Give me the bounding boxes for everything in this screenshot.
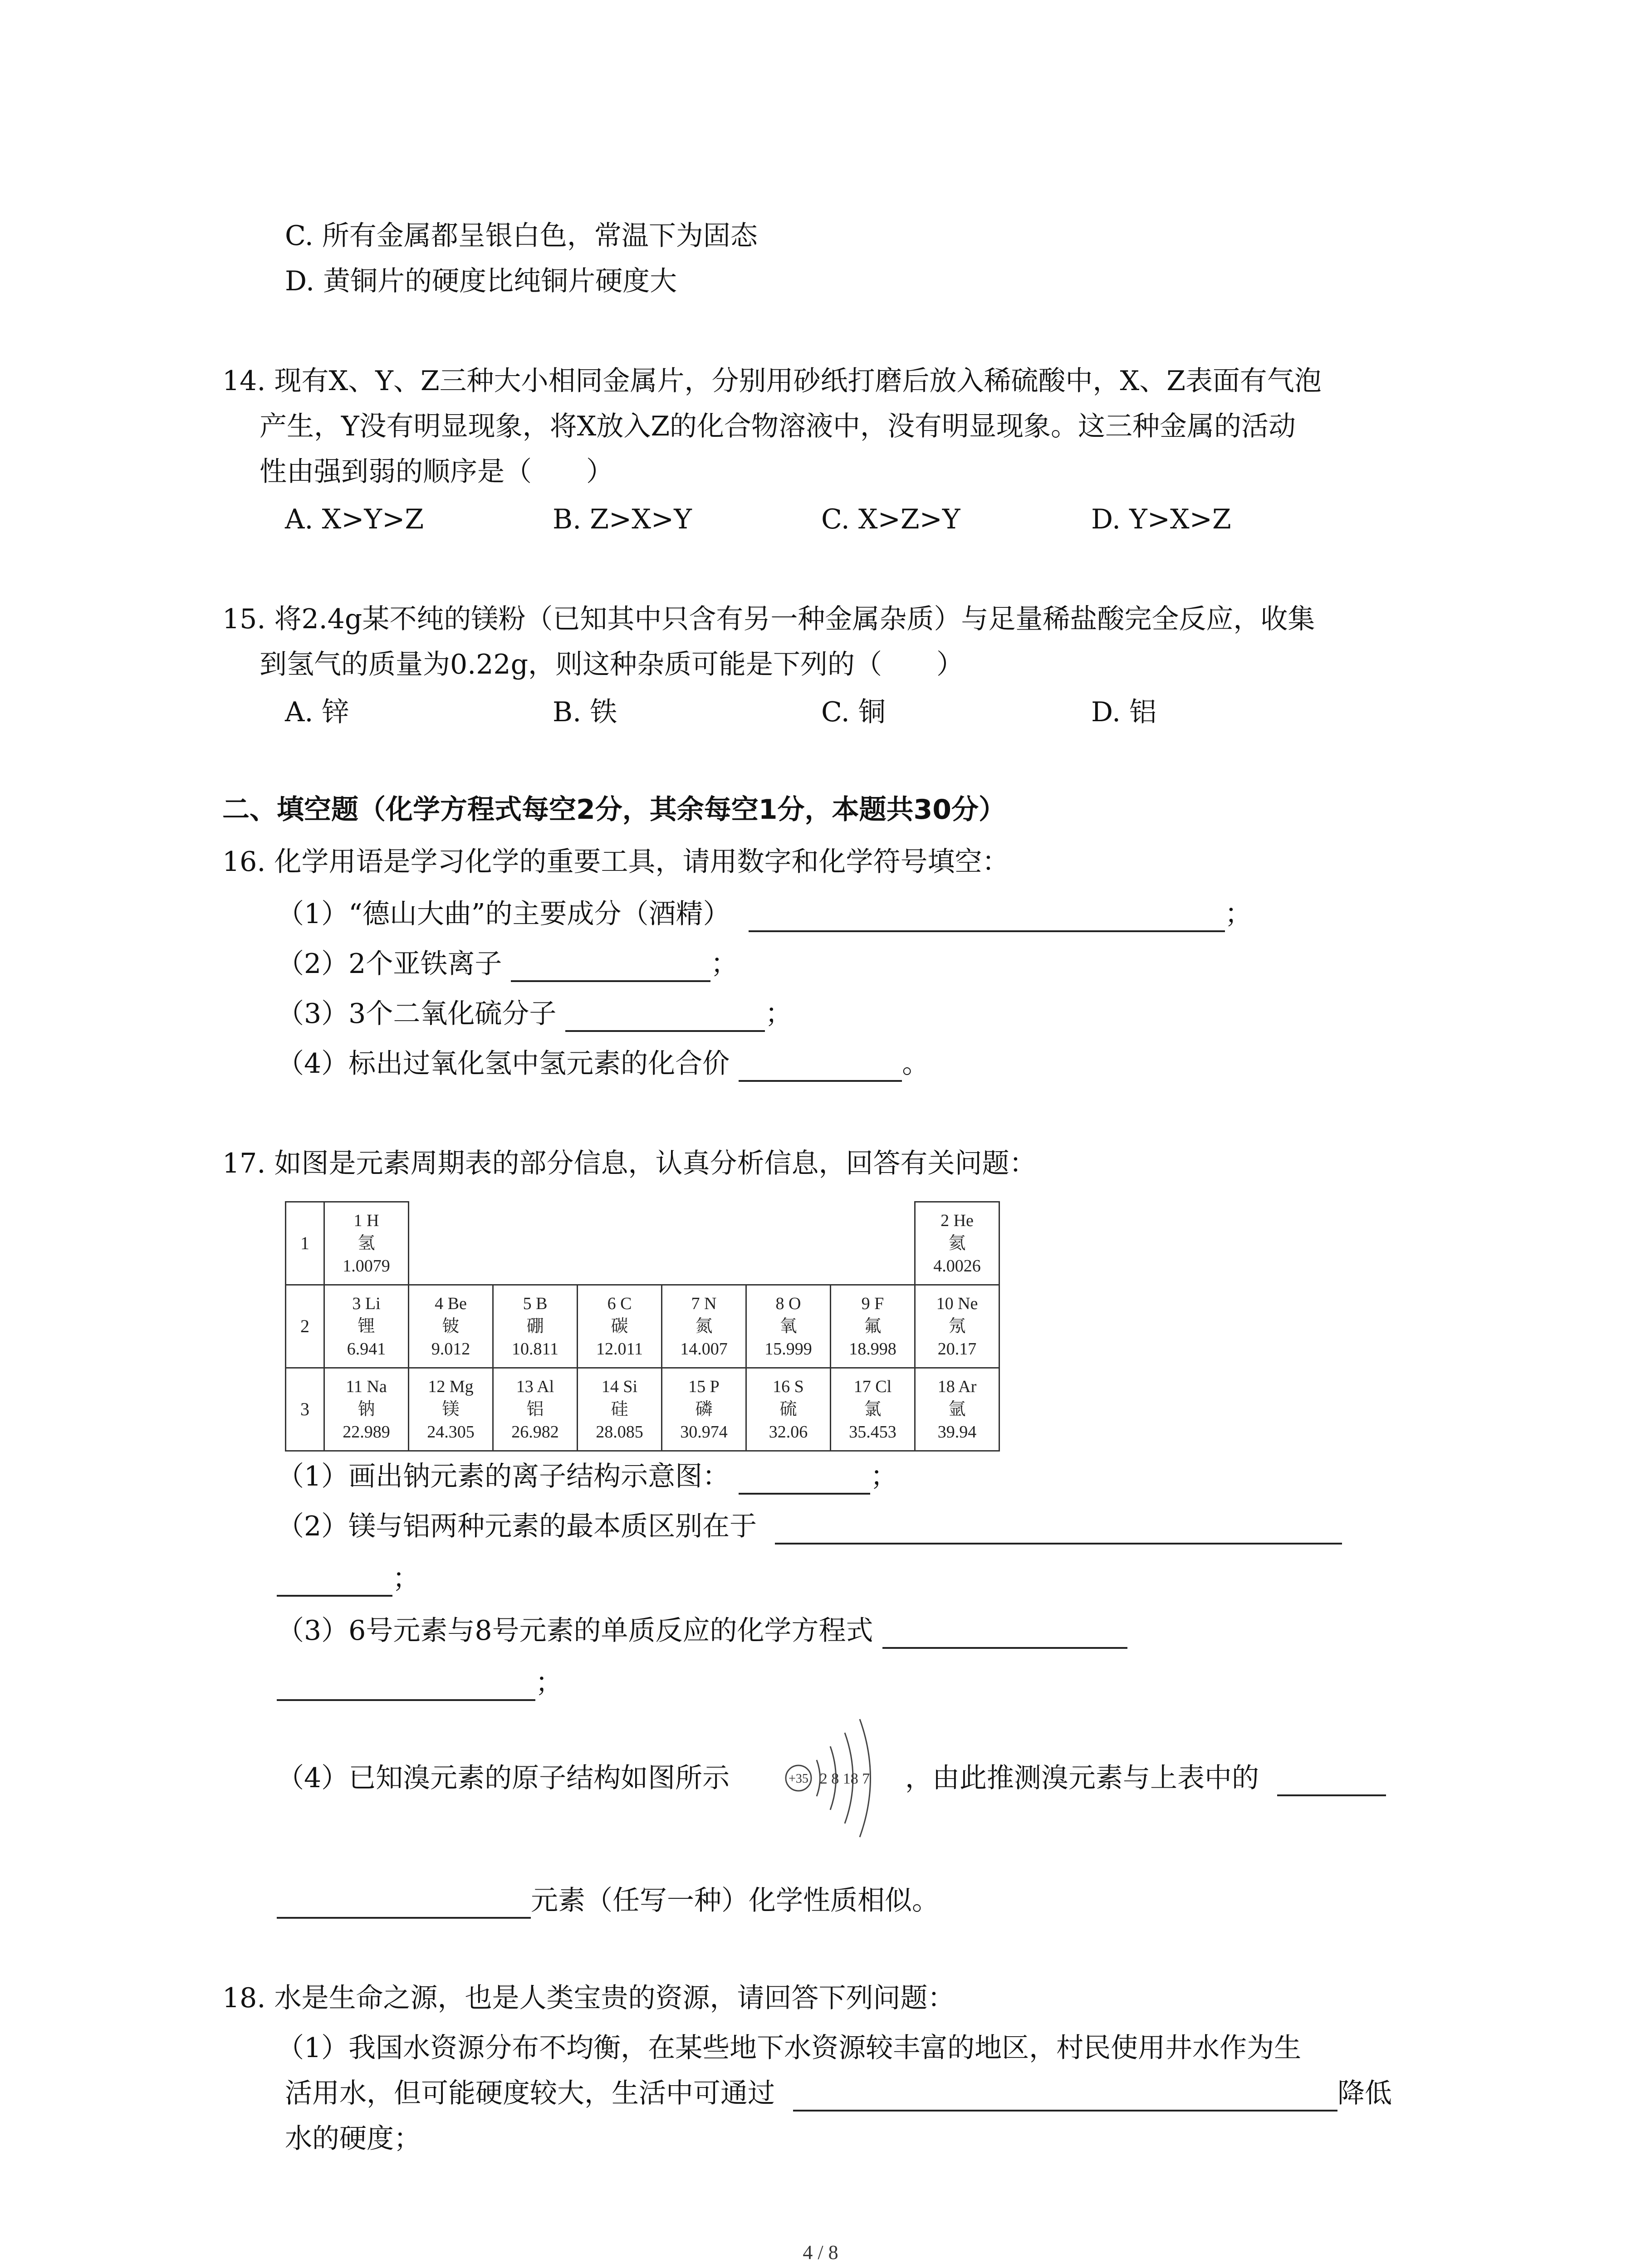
q17-answer-blank-3b[interactable] [277, 1667, 535, 1701]
element-cell: 8 O 氧 15.999 [746, 1285, 831, 1368]
element-cell-h: 1 H 氢 1.0079 [324, 1202, 409, 1285]
q14-option-c: C. X>Z>Y [821, 503, 960, 535]
q18-sub1-line3: 水的硬度； [285, 2123, 421, 2155]
q15-option-a: A. 锌 [285, 696, 349, 728]
q17-sub1: （1）画出钠元素的离子结构示意图： ； [277, 1458, 897, 1495]
q16-sub2: （2）2个亚铁离子 ； [277, 946, 738, 982]
period-number: 1 [286, 1202, 324, 1285]
q15-stem-line1: 15. 将2.4g某不纯的镁粉（已知其中只含有另一种金属杂质）与足量稀盐酸完全反应，收集 [222, 603, 1315, 635]
bromine-nucleus-label: +35 [789, 1772, 808, 1786]
element-cell: 16 S 硫 32.06 [746, 1368, 831, 1451]
q14-stem-line1: 14. 现有X、Y、Z三种大小相同金属片，分别用砂纸打磨后放入稀硫酸中，X、Z表面有气泡 [222, 365, 1322, 397]
q18-answer-blank-1[interactable] [793, 2078, 1337, 2112]
q14-option-d: D. Y>X>Z [1091, 503, 1231, 535]
element-cell: 3 Li 锂 6.941 [324, 1285, 409, 1368]
q16-answer-blank-1[interactable] [749, 899, 1225, 932]
element-cell: 17 Cl 氯 35.453 [831, 1368, 915, 1451]
q16-sub1: （1）“德山大曲”的主要成分（酒精） ； [277, 896, 1252, 932]
period-2-row [286, 1285, 999, 1368]
q14-option-a: A. X>Y>Z [285, 503, 424, 535]
q17-answer-blank-2a[interactable] [775, 1511, 1342, 1545]
element-cell: 12 Mg 镁 24.305 [409, 1368, 493, 1451]
q16-answer-blank-2[interactable] [511, 948, 710, 982]
period-3-row [286, 1368, 999, 1451]
element-cell: 13 Al 铝 26.982 [493, 1368, 578, 1451]
element-cell-he: 2 He 氦 4.0026 [915, 1202, 999, 1285]
q17-sub2: （2）镁与铝两种元素的最本质区别在于 [277, 1508, 1342, 1545]
q14-option-b: B. Z>X>Y [553, 503, 692, 535]
q14-stem-line2: 产生，Y没有明显现象，将X放入Z的化合物溶液中，没有明显现象。这三种金属的活动 [260, 411, 1296, 442]
period-number: 3 [286, 1368, 324, 1451]
q13-option-d: D. 黄铜片的硬度比纯铜片硬度大 [285, 265, 677, 297]
q17-answer-blank-3a[interactable] [882, 1615, 1127, 1649]
element-cell: 18 Ar 氩 39.94 [915, 1368, 999, 1451]
q16-stem: 16. 化学用语是学习化学的重要工具，请用数字和化学符号填空： [222, 846, 1009, 878]
periodic-table [285, 1201, 1000, 1452]
q18-sub1-line2: 活用水，但可能硬度较大，生活中可通过 降低 [285, 2075, 1392, 2112]
q17-sub4-cont: 元素（任写一种）化学性质相似。 [277, 1882, 939, 1919]
bromine-shell-electrons: 2 8 18 7 [819, 1770, 870, 1787]
table-empty-span [409, 1202, 915, 1285]
element-cell: 7 N 氮 14.007 [662, 1285, 746, 1368]
q16-answer-blank-4[interactable] [739, 1048, 902, 1082]
q15-stem-line2: 到氢气的质量为0.22g，则这种杂质可能是下列的（ ） [260, 649, 964, 680]
q16-sub4: （4）标出过氧化氢中氢元素的化合价 。 [277, 1046, 929, 1082]
q17-sub4-text-b: ，由此推测溴元素与上表中的 [905, 1760, 1386, 1796]
q15-option-d: D. 铝 [1091, 696, 1157, 728]
period-number: 2 [286, 1285, 324, 1368]
element-cell: 14 Si 硅 28.085 [578, 1368, 662, 1451]
q14-stem-line3: 性由强到弱的顺序是（ ） [260, 456, 613, 488]
q15-option-c: C. 铜 [821, 696, 886, 728]
bromine-atom-diagram [785, 1710, 898, 1846]
q15-option-b: B. 铁 [553, 696, 617, 728]
q13-option-c: C. 所有金属都呈银白色，常温下为固态 [285, 220, 758, 252]
element-cell: 9 F 氟 18.998 [831, 1285, 915, 1368]
q17-answer-blank-1[interactable] [739, 1461, 870, 1495]
element-cell: 4 Be 铍 9.012 [409, 1285, 493, 1368]
page-number: 4 / 8 [803, 2241, 838, 2263]
q17-sub3-cont: ； [277, 1665, 563, 1701]
q18-stem: 18. 水是生命之源，也是人类宝贵的资源，请回答下列问题： [222, 1982, 955, 2014]
element-cell: 6 C 碳 12.011 [578, 1285, 662, 1368]
q16-answer-blank-3[interactable] [565, 998, 765, 1032]
q17-sub2-cont: ； [277, 1560, 420, 1597]
element-cell: 5 B 硼 10.811 [493, 1285, 578, 1368]
q16-sub3: （3）3个二氧化硫分子 ； [277, 996, 792, 1032]
element-cell: 10 Ne 氖 20.17 [915, 1285, 999, 1368]
q17-sub4-text-a: （4）已知溴元素的原子结构如图所示 [277, 1762, 730, 1794]
q17-answer-blank-2b[interactable] [277, 1563, 392, 1597]
element-cell: 15 P 磷 30.974 [662, 1368, 746, 1451]
q17-answer-blank-4b[interactable] [277, 1885, 531, 1919]
q17-sub3: （3）6号元素与8号元素的单质反应的化学方程式 [277, 1613, 1127, 1649]
q17-stem: 17. 如图是元素周期表的部分信息，认真分析信息，回答有关问题： [222, 1148, 1037, 1179]
q17-answer-blank-4a[interactable] [1277, 1763, 1386, 1796]
q18-sub1-line1: （1）我国水资源分布不均衡，在某些地下水资源较丰富的地区，村民使用井水作为生 [277, 2032, 1302, 2064]
section-heading: 二、填空题（化学方程式每空2分，其余每空1分，本题共30分） [222, 794, 1006, 826]
element-cell: 11 Na 钠 22.989 [324, 1368, 409, 1451]
